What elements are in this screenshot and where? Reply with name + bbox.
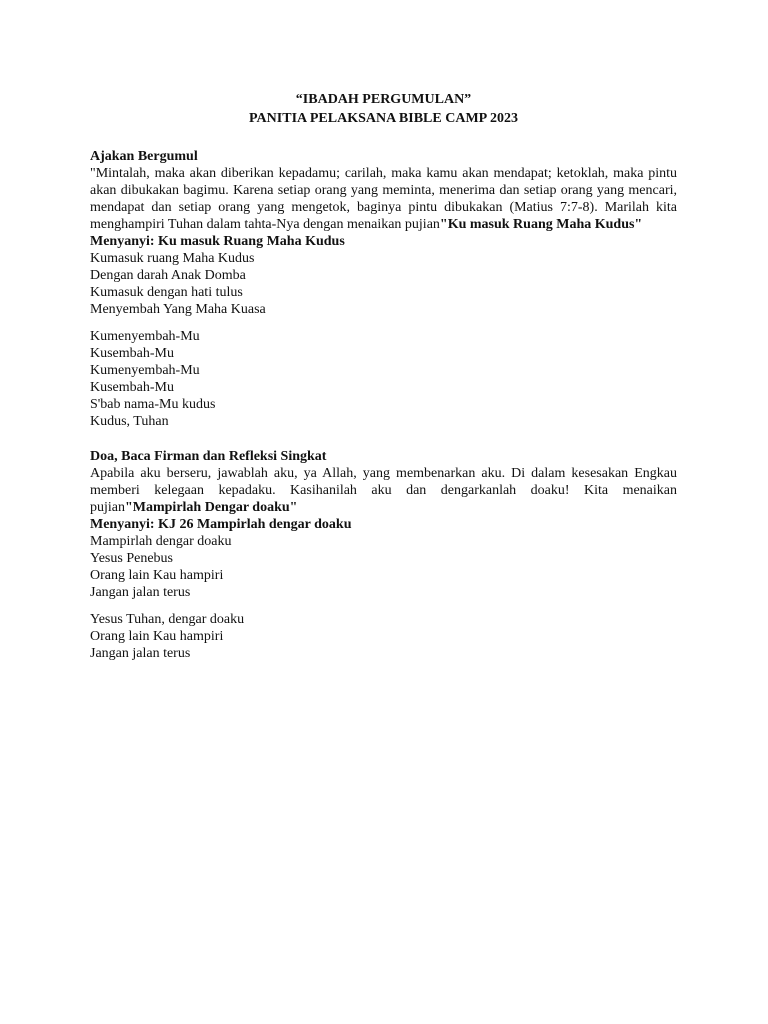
song-line: Mampirlah dengar doaku (90, 534, 232, 549)
section-paragraph (90, 165, 677, 233)
song-heading: Menyanyi: KJ 26 Mampirlah dengar doaku (90, 517, 352, 532)
song-line: Jangan jalan terus (90, 646, 191, 661)
song-line: Kumenyembah-Mu (90, 329, 200, 344)
song-line: Kumasuk dengan hati tulus (90, 285, 243, 300)
song-stanza-2 (90, 611, 677, 662)
section-paragraph (90, 465, 677, 516)
song-line: Kusembah-Mu (90, 346, 174, 361)
song-title-inline: "Mampirlah Dengar doaku" (125, 500, 298, 515)
song-stanza-1 (90, 250, 677, 318)
paragraph-text: "Mintalah, maka akan diberikan kepadamu; carilah, maka kamu akan mendapat; ketoklah, maka pintu akan dibukakan bagimu. Karena setiap orang yang meminta, menerima dan setiap orang yang mencari, mendapat dan setiap orang yang mengetok, baginya pintu dibukakan (Matius 7:7-8). Marilah kita menghampiri Tuhan dalam tahta-Nya dengan menaikan pujian (90, 166, 677, 232)
document-subtitle: PANITIA PELAKSANA BIBLE CAMP 2023 (249, 111, 518, 126)
song-line: Yesus Penebus (90, 551, 173, 566)
document-page (90, 90, 677, 672)
section-doa (90, 448, 677, 662)
song-heading: Menyanyi: Ku masuk Ruang Maha Kudus (90, 234, 345, 249)
song-line: Dengan darah Anak Domba (90, 268, 246, 283)
song-stanza-2 (90, 328, 677, 430)
song-stanza-1 (90, 533, 677, 601)
paragraph-text: Apabila aku berseru, jawablah aku, ya Allah, yang membenarkan aku. Di dalam kesesakan Engkau memberi kelegaan kepadaku. Kasihanilah aku dan dengarkanlah doaku! Kita menaikan pujian (90, 466, 677, 515)
song-line: S'bab nama-Mu kudus (90, 397, 216, 412)
song-line: Yesus Tuhan, dengar doaku (90, 612, 245, 627)
song-line: Orang lain Kau hampiri (90, 568, 224, 583)
song-line: Kumenyembah-Mu (90, 363, 200, 378)
section-heading: Ajakan Bergumul (90, 149, 198, 164)
section-heading: Doa, Baca Firman dan Refleksi Singkat (90, 449, 327, 464)
section-ajakan-bergumul (90, 148, 677, 430)
song-line: Menyembah Yang Maha Kuasa (90, 302, 266, 317)
song-title-inline: "Ku masuk Ruang Maha Kudus" (439, 217, 643, 232)
song-line: Orang lain Kau hampiri (90, 629, 224, 644)
song-line: Kusembah-Mu (90, 380, 174, 395)
title-block (90, 90, 677, 128)
document-title: “IBADAH PERGUMULAN” (295, 92, 472, 107)
song-line: Kudus, Tuhan (90, 414, 169, 429)
song-line: Jangan jalan terus (90, 585, 191, 600)
song-line: Kumasuk ruang Maha Kudus (90, 251, 255, 266)
